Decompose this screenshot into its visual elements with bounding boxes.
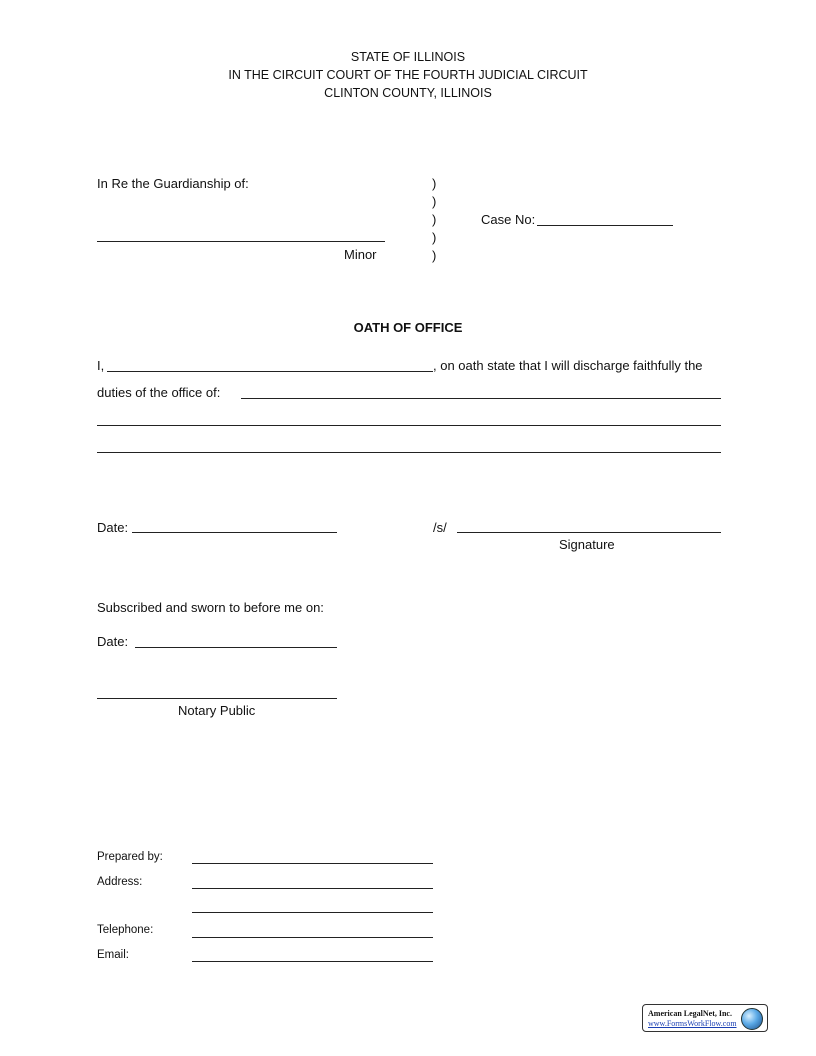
minor-label: Minor <box>344 247 377 262</box>
caption-paren: ) <box>432 212 437 227</box>
signature-prefix: /s/ <box>433 520 447 535</box>
notary-date-field[interactable] <box>135 647 337 648</box>
notary-date-label: Date: <box>97 634 129 649</box>
address-field-line1[interactable] <box>192 888 433 889</box>
american-legalnet-logo[interactable] <box>642 1004 768 1032</box>
office-name-field-line3[interactable] <box>97 452 721 453</box>
globe-icon <box>741 1008 763 1030</box>
case-no-field[interactable] <box>537 225 673 226</box>
caption-paren: ) <box>432 176 437 191</box>
sworn-before-label: Subscribed and sworn to before me on: <box>97 600 324 615</box>
oath-prefix: I, <box>97 358 105 373</box>
oath-statement-text: , on oath state that I will discharge faithfully the <box>433 358 703 373</box>
notary-signature-field[interactable] <box>97 698 337 699</box>
email-field[interactable] <box>192 961 433 962</box>
signature-field[interactable] <box>457 532 721 533</box>
prepared-by-label: Prepared by: <box>97 851 163 863</box>
duties-office-label: duties of the office of: <box>97 385 221 400</box>
court-circuit-heading: IN THE CIRCUIT COURT OF THE FOURTH JUDICIAL CIRCUIT <box>228 68 588 82</box>
caption-paren: ) <box>432 230 437 245</box>
logo-company-name: American LegalNet, Inc. <box>648 1009 732 1018</box>
prepared-by-field[interactable] <box>192 863 433 864</box>
notary-public-label: Notary Public <box>178 703 256 718</box>
affiant-name-field[interactable] <box>107 371 433 372</box>
telephone-label: Telephone: <box>97 924 154 936</box>
office-name-field[interactable] <box>241 398 721 399</box>
court-state-heading: STATE OF ILLINOIS <box>350 50 466 64</box>
logo-website-link[interactable]: www.FormsWorkFlow.com <box>648 1019 737 1028</box>
address-field-line2[interactable] <box>192 912 433 913</box>
minor-name-field[interactable] <box>97 241 385 242</box>
email-label: Email: <box>97 949 129 961</box>
oath-date-field[interactable] <box>132 532 337 533</box>
oath-date-label: Date: <box>97 520 129 535</box>
in-re-guardianship-label: In Re the Guardianship of: <box>97 176 249 191</box>
caption-paren: ) <box>432 194 437 209</box>
court-county-heading: CLINTON COUNTY, ILLINOIS <box>324 86 492 100</box>
case-no-label: Case No: <box>481 212 536 227</box>
office-name-field-line2[interactable] <box>97 425 721 426</box>
signature-label: Signature <box>559 537 615 552</box>
telephone-field[interactable] <box>192 937 433 938</box>
form-title: OATH OF OFFICE <box>353 320 463 335</box>
caption-paren: ) <box>432 248 437 263</box>
address-label: Address: <box>97 876 143 888</box>
